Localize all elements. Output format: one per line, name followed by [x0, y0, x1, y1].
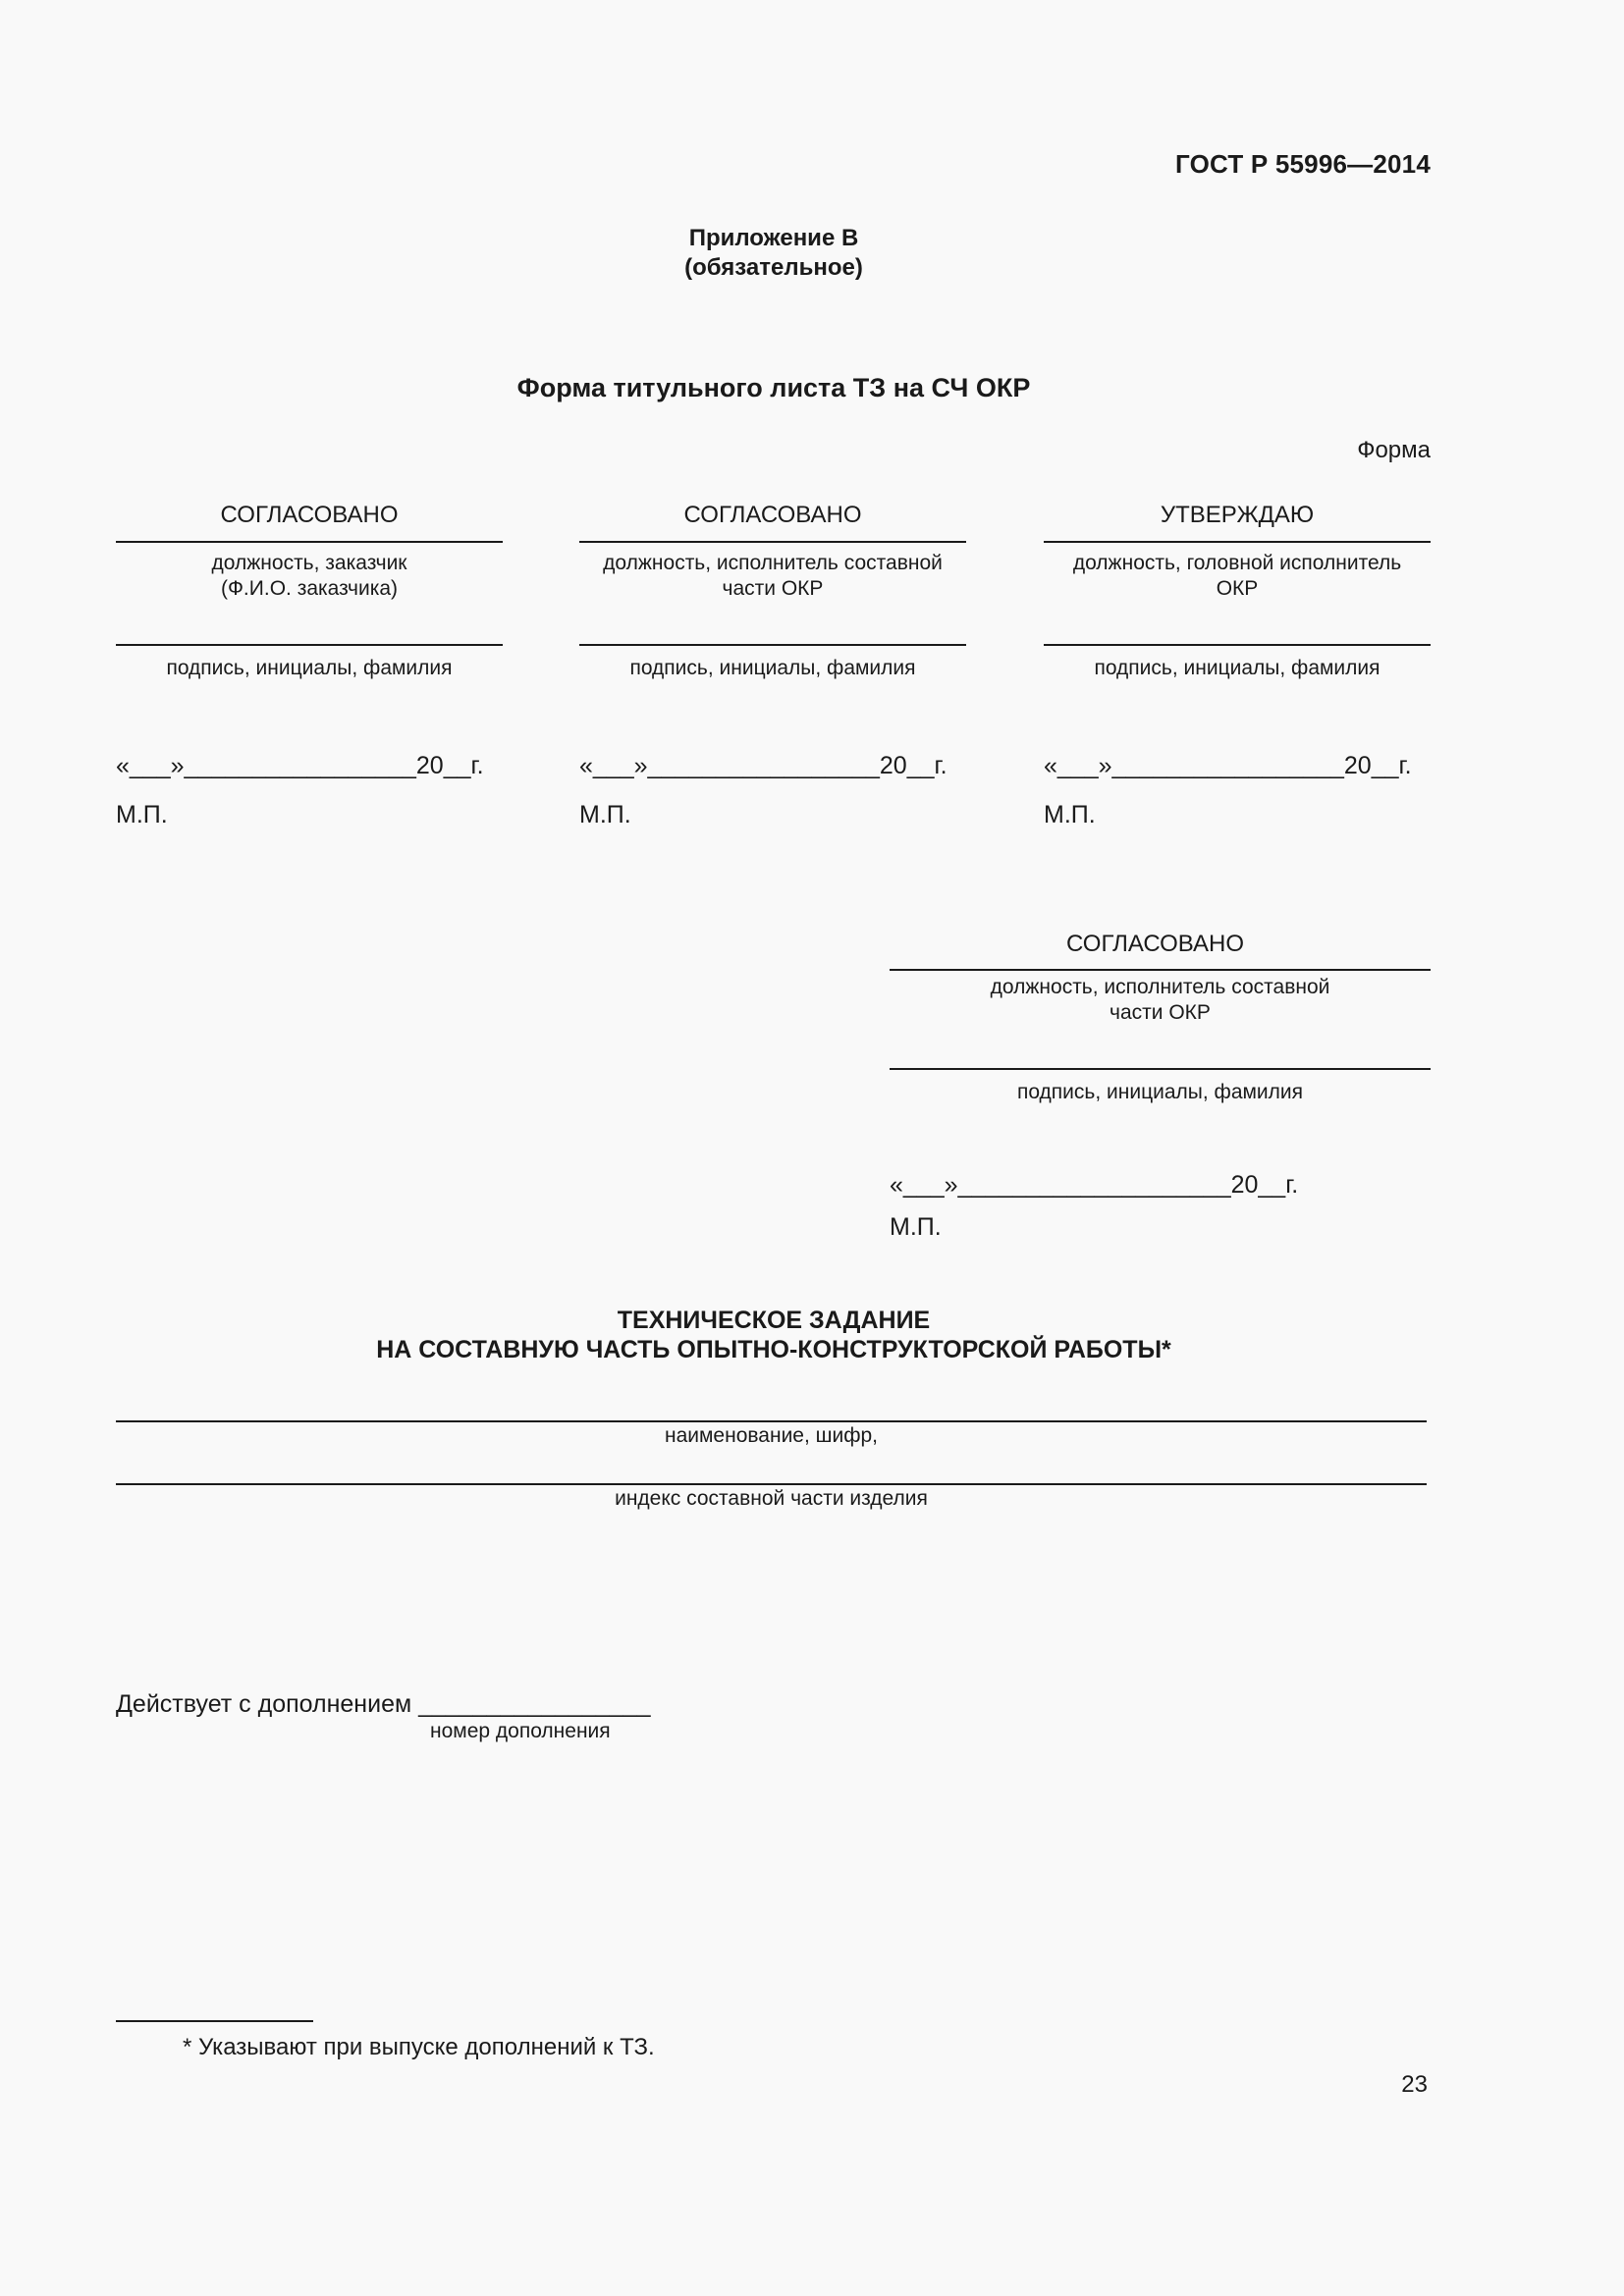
- block-heading: СОГЛАСОВАНО: [683, 502, 862, 528]
- index-caption: индекс составной части изделия: [615, 1487, 928, 1510]
- block-heading: СОГЛАСОВАНО: [1065, 931, 1245, 957]
- page-number: 23: [1401, 2071, 1428, 2098]
- position-line: [890, 969, 1431, 971]
- name-caption: наименование, шифр,: [664, 1424, 879, 1447]
- position-caption: должность, исполнитель составной: [603, 552, 943, 574]
- date-field: «___»_________________20__г.: [579, 752, 947, 779]
- position-caption: должность, заказчик: [211, 552, 407, 574]
- index-line: [116, 1483, 1427, 1485]
- signature-caption: подпись, инициалы, фамилия: [1094, 657, 1380, 679]
- approval-block-component-executor-2: [890, 925, 1431, 1105]
- signature-line: [579, 644, 966, 646]
- date-field: «___»____________________20__г.: [890, 1171, 1299, 1199]
- date-field: «___»_________________20__г.: [1044, 752, 1412, 779]
- seal-mark: М.П.: [1044, 801, 1096, 828]
- position-caption-2: части ОКР: [1110, 1001, 1211, 1024]
- signature-line: [1044, 644, 1431, 646]
- addendum-caption: номер дополнения: [430, 1720, 611, 1742]
- signature-caption: подпись, инициалы, фамилия: [166, 657, 453, 679]
- appendix-title: Приложение В: [688, 225, 859, 251]
- position-caption-2: ОКР: [1216, 577, 1259, 600]
- form-title: Форма титульного листа ТЗ на СЧ ОКР: [516, 373, 1031, 402]
- approval-block-component-executor: [579, 496, 966, 681]
- approval-block-customer: [116, 496, 503, 681]
- standard-designation: ГОСТ Р 55996—2014: [1175, 149, 1431, 179]
- seal-mark: М.П.: [579, 801, 631, 828]
- seal-mark: М.П.: [890, 1213, 942, 1241]
- position-line: [116, 541, 503, 543]
- position-caption-2: (Ф.И.О. заказчика): [220, 577, 399, 600]
- date-field: «___»_________________20__г.: [116, 752, 484, 779]
- position-caption: должность, исполнитель составной: [990, 976, 1330, 998]
- signature-caption: подпись, инициалы, фамилия: [629, 657, 916, 679]
- position-line: [1044, 541, 1431, 543]
- seal-mark: М.П.: [116, 801, 168, 828]
- signature-caption: подпись, инициалы, фамилия: [1016, 1081, 1304, 1103]
- position-caption-2: части ОКР: [722, 577, 824, 600]
- footnote: * Указывают при выпуске дополнений к ТЗ.: [183, 2034, 655, 2060]
- block-heading: УТВЕРЖДАЮ: [1160, 502, 1315, 528]
- signature-line: [116, 644, 503, 646]
- position-caption: должность, головной исполнитель: [1072, 552, 1402, 574]
- block-heading: СОГЛАСОВАНО: [220, 502, 399, 528]
- footnote-separator: [116, 2020, 313, 2022]
- name-line: [116, 1420, 1427, 1422]
- appendix-status: (обязательное): [684, 254, 863, 281]
- signature-line: [890, 1068, 1431, 1070]
- document-title-line1: ТЕХНИЧЕСКОЕ ЗАДАНИЕ: [617, 1307, 931, 1334]
- document-title-line2: НА СОСТАВНУЮ ЧАСТЬ ОПЫТНО-КОНСТРУКТОРСКОЙ РАБОТЫ*: [376, 1336, 1171, 1363]
- form-label: Форма: [1357, 437, 1431, 463]
- approval-block-head-executor: [1044, 496, 1431, 681]
- addendum-statement: Действует с дополнением _________________: [116, 1690, 651, 1718]
- position-line: [579, 541, 966, 543]
